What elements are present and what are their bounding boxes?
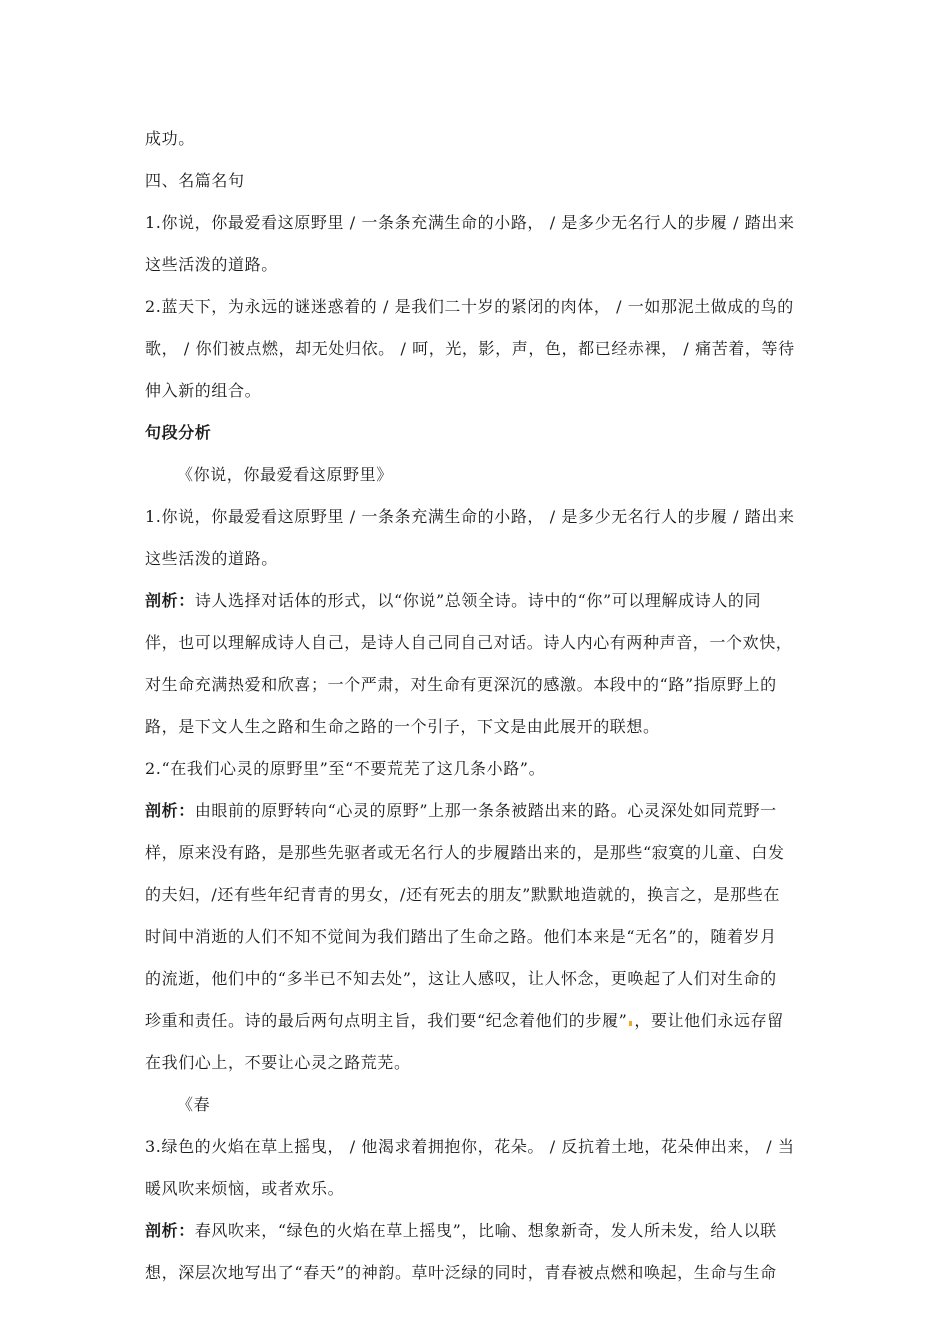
analysis-label: 剖析： [145,591,195,610]
quote-line: 暖风吹来烦恼，或者欢乐。 [145,1179,345,1198]
quote-line: 伸入新的组合。 [145,381,262,400]
quote-line: 歌， / 你们被点燃，却无处归依。 / 呵，光，影，声，色，都已经赤裸， / 痛苦着，等待 [145,339,795,358]
analysis-label: 剖析： [145,801,195,820]
quote-line: 3.绿色的火焰在草上摇曳， / 他渴求着拥抱你，花朵。 / 反抗着土地，花朵伸出来， / 当 [145,1137,795,1156]
quote-line: 2.蓝天下，为永远的谜迷惑着的 / 是我们二十岁的紧闭的肉体， / 一如那泥土做成的鸟的 [145,297,794,316]
analysis-line: 珍重和责任。诗的最后两句点明主旨，我们要“纪念着他们的步履” ，要让他们永远存留 [145,1011,784,1030]
analysis-line: 剖析：诗人选择对话体的形式，以“你说”总领全诗。诗中的“你”可以理解成诗人的同 [145,591,762,610]
poem-title: 《春 [177,1095,211,1114]
quote-line: 这些活泼的道路。 [145,549,278,568]
analysis-line: 剖析：春风吹来，“绿色的火焰在草上摇曳”，比喻、想象新奇，发人所未发，给人以联 [145,1221,777,1240]
highlight-mark [629,1021,632,1026]
analysis-line: 样，原来没有路，是那些先驱者或无名行人的步履踏出来的，是那些“寂寞的儿童、白发 [145,843,785,862]
analysis-line: 想，深层次地写出了“春天”的神韵。草叶泛绿的同时，青春被点燃和唤起，生命与生命 [145,1263,777,1282]
analysis-line: 的流逝，他们中的“多半已不知去处”，这让人感叹，让人怀念，更唤起了人们对生命的 [145,969,777,988]
analysis-line: 路，是下文人生之路和生命之路的一个引子，下文是由此展开的联想。 [145,717,660,736]
quote-line: 这些活泼的道路。 [145,255,278,274]
analysis-line: 的夫妇，/还有些年纪青青的男女，/还有死去的朋友”默默地造就的，换言之，是那些在 [145,885,780,904]
analysis-line: 对生命充满热爱和欣喜；一个严肃，对生命有更深沉的感激。本段中的“路”指原野上的 [145,675,777,694]
section-heading: 四、名篇名句 [145,171,245,190]
quote-line: 1.你说，你最爱看这原野里 / 一条条充满生命的小路， / 是多少无名行人的步履 / 踏出来 [145,507,795,526]
analysis-line: 在我们心上，不要让心灵之路荒芜。 [145,1053,411,1072]
document-body [145,118,807,1294]
analysis-label: 剖析： [145,1221,195,1240]
analysis-line: 时间中消逝的人们不知不觉间为我们踏出了生命之路。他们本来是“无名”的，随着岁月 [145,927,777,946]
section-heading-bold: 句段分析 [145,423,212,442]
paragraph-line: 成功。 [145,129,195,148]
quote-line: 1.你说，你最爱看这原野里 / 一条条充满生命的小路， / 是多少无名行人的步履 / 踏出来 [145,213,795,232]
poem-title: 《你说，你最爱看这原野里》 [177,465,393,484]
analysis-line: 剖析：由眼前的原野转向“心灵的原野”上那一条条被踏出来的路。心灵深处如同荒野一 [145,801,777,820]
quote-line: 2.“在我们心灵的原野里”至“不要荒芜了这几条小路”。 [145,759,546,778]
analysis-line: 伴，也可以理解成诗人自己，是诗人自己同自己对话。诗人内心有两种声音，一个欢快， [145,633,793,652]
